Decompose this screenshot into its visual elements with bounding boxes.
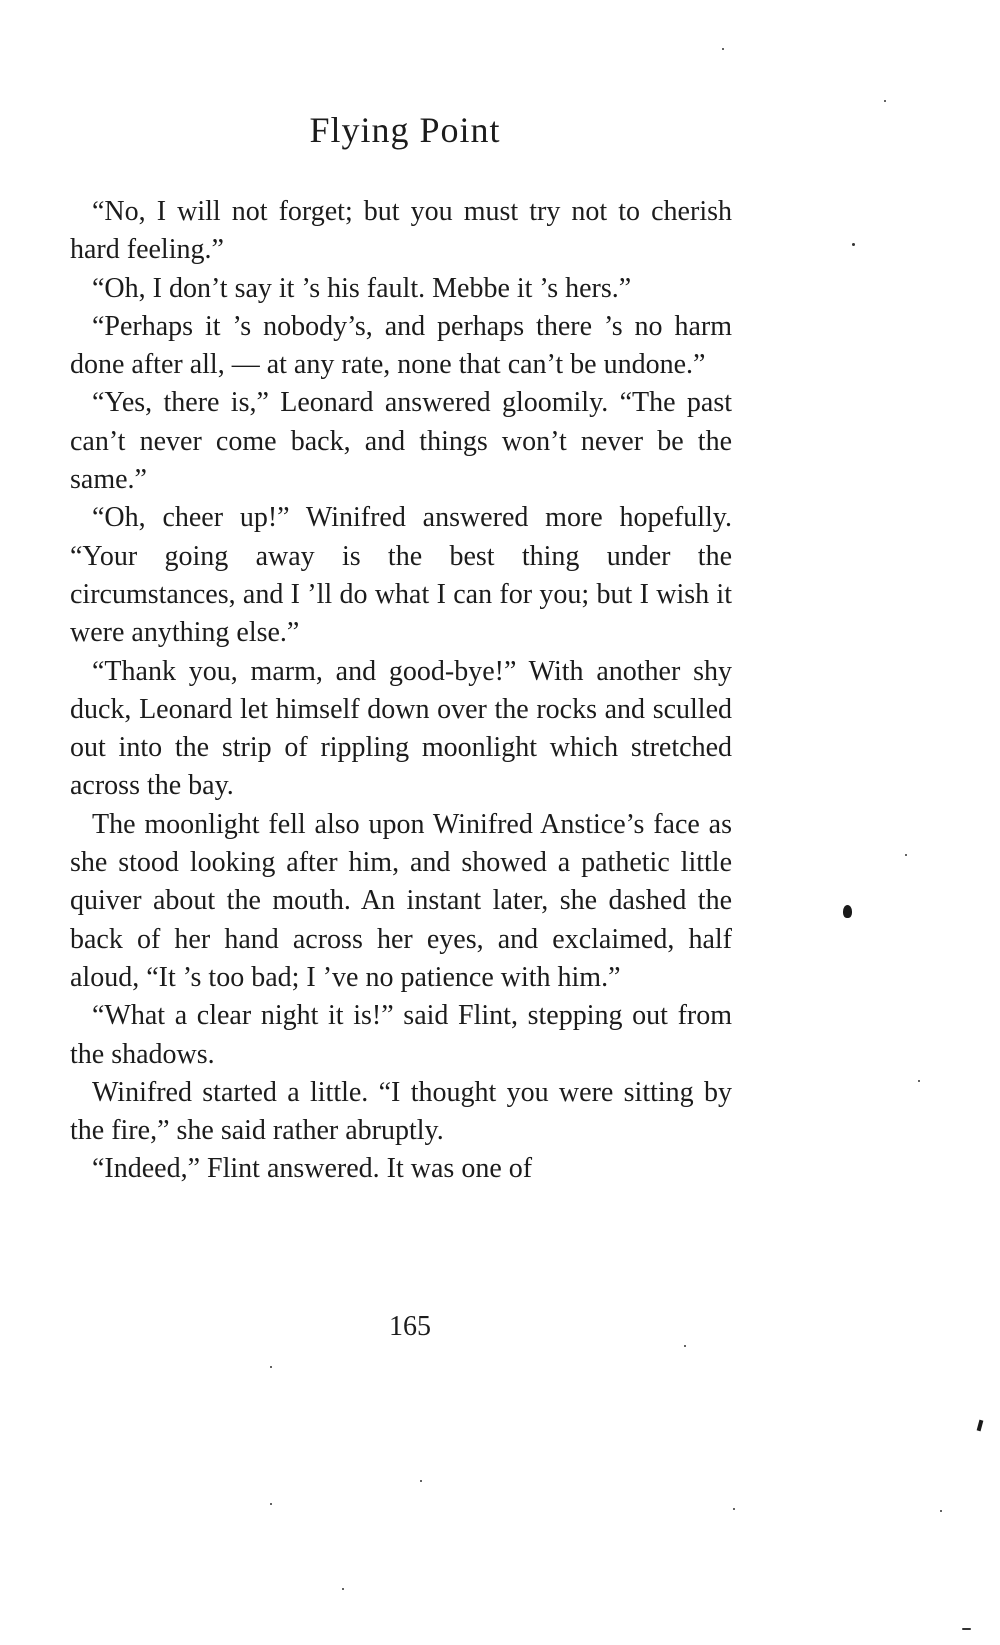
dust-speck xyxy=(962,1628,971,1630)
dust-speck xyxy=(884,100,886,102)
ink-blot xyxy=(977,1420,984,1432)
dust-speck xyxy=(420,1480,422,1482)
running-head: Flying Point xyxy=(309,110,501,150)
paragraph: “What a clear night it is!” said Flint, stepping out from the shadows. xyxy=(70,1000,732,1070)
dust-speck xyxy=(905,854,907,856)
dust-speck xyxy=(270,1503,272,1505)
dust-speck xyxy=(342,1588,344,1590)
paragraph: “No, I will not forget; but you must try not to cherish hard feeling.” xyxy=(70,196,732,266)
dust-speck xyxy=(684,1345,686,1347)
dust-speck xyxy=(852,243,855,246)
dust-speck xyxy=(270,1366,272,1368)
ink-blot xyxy=(843,905,852,918)
paragraph: “Thank you, marm, and good-bye!” With another shy duck, Leonard let himself down over the rocks and sculled out into the strip of rippling moonlight which stretched across the bay. xyxy=(70,655,732,802)
dust-speck xyxy=(733,1508,735,1510)
paragraph: Winifred started a little. “I thought you were sitting by the fire,” she said rather abruptly. xyxy=(70,1076,732,1147)
dust-speck xyxy=(940,1510,942,1512)
paragraph: “Oh, cheer up!” Winifred answered more hopefully. “Your going away is the best thing under the circumstances, and I ’ll do what I can for you; but I wish it were anything else.” xyxy=(70,502,732,649)
dust-speck xyxy=(722,48,724,50)
paragraph: “Yes, there is,” Leonard answered gloomily. “The past can’t never come back, and things won’t never be the same.” xyxy=(70,387,732,496)
paragraph: “Indeed,” Flint answered. It was one of xyxy=(92,1153,533,1185)
dust-speck xyxy=(918,1080,920,1082)
page-number: 165 xyxy=(389,1311,431,1342)
page-body-text xyxy=(70,193,732,1189)
paragraph: The moonlight fell also upon Winifred Anstice’s face as she stood looking after him, and showed a pathetic little quiver about the mouth. An instant later, she dashed the back of her hand across her eyes, and exclaimed, half aloud, “It ’s too bad; I ’ve no patience with him.” xyxy=(70,808,732,993)
paragraph: “Perhaps it ’s nobody’s, and perhaps there ’s no harm done after all, — at any rate, none that can’t be undone.” xyxy=(70,310,732,381)
paragraph: “Oh, I don’t say it ’s his fault. Mebbe it ’s hers.” xyxy=(92,272,632,304)
